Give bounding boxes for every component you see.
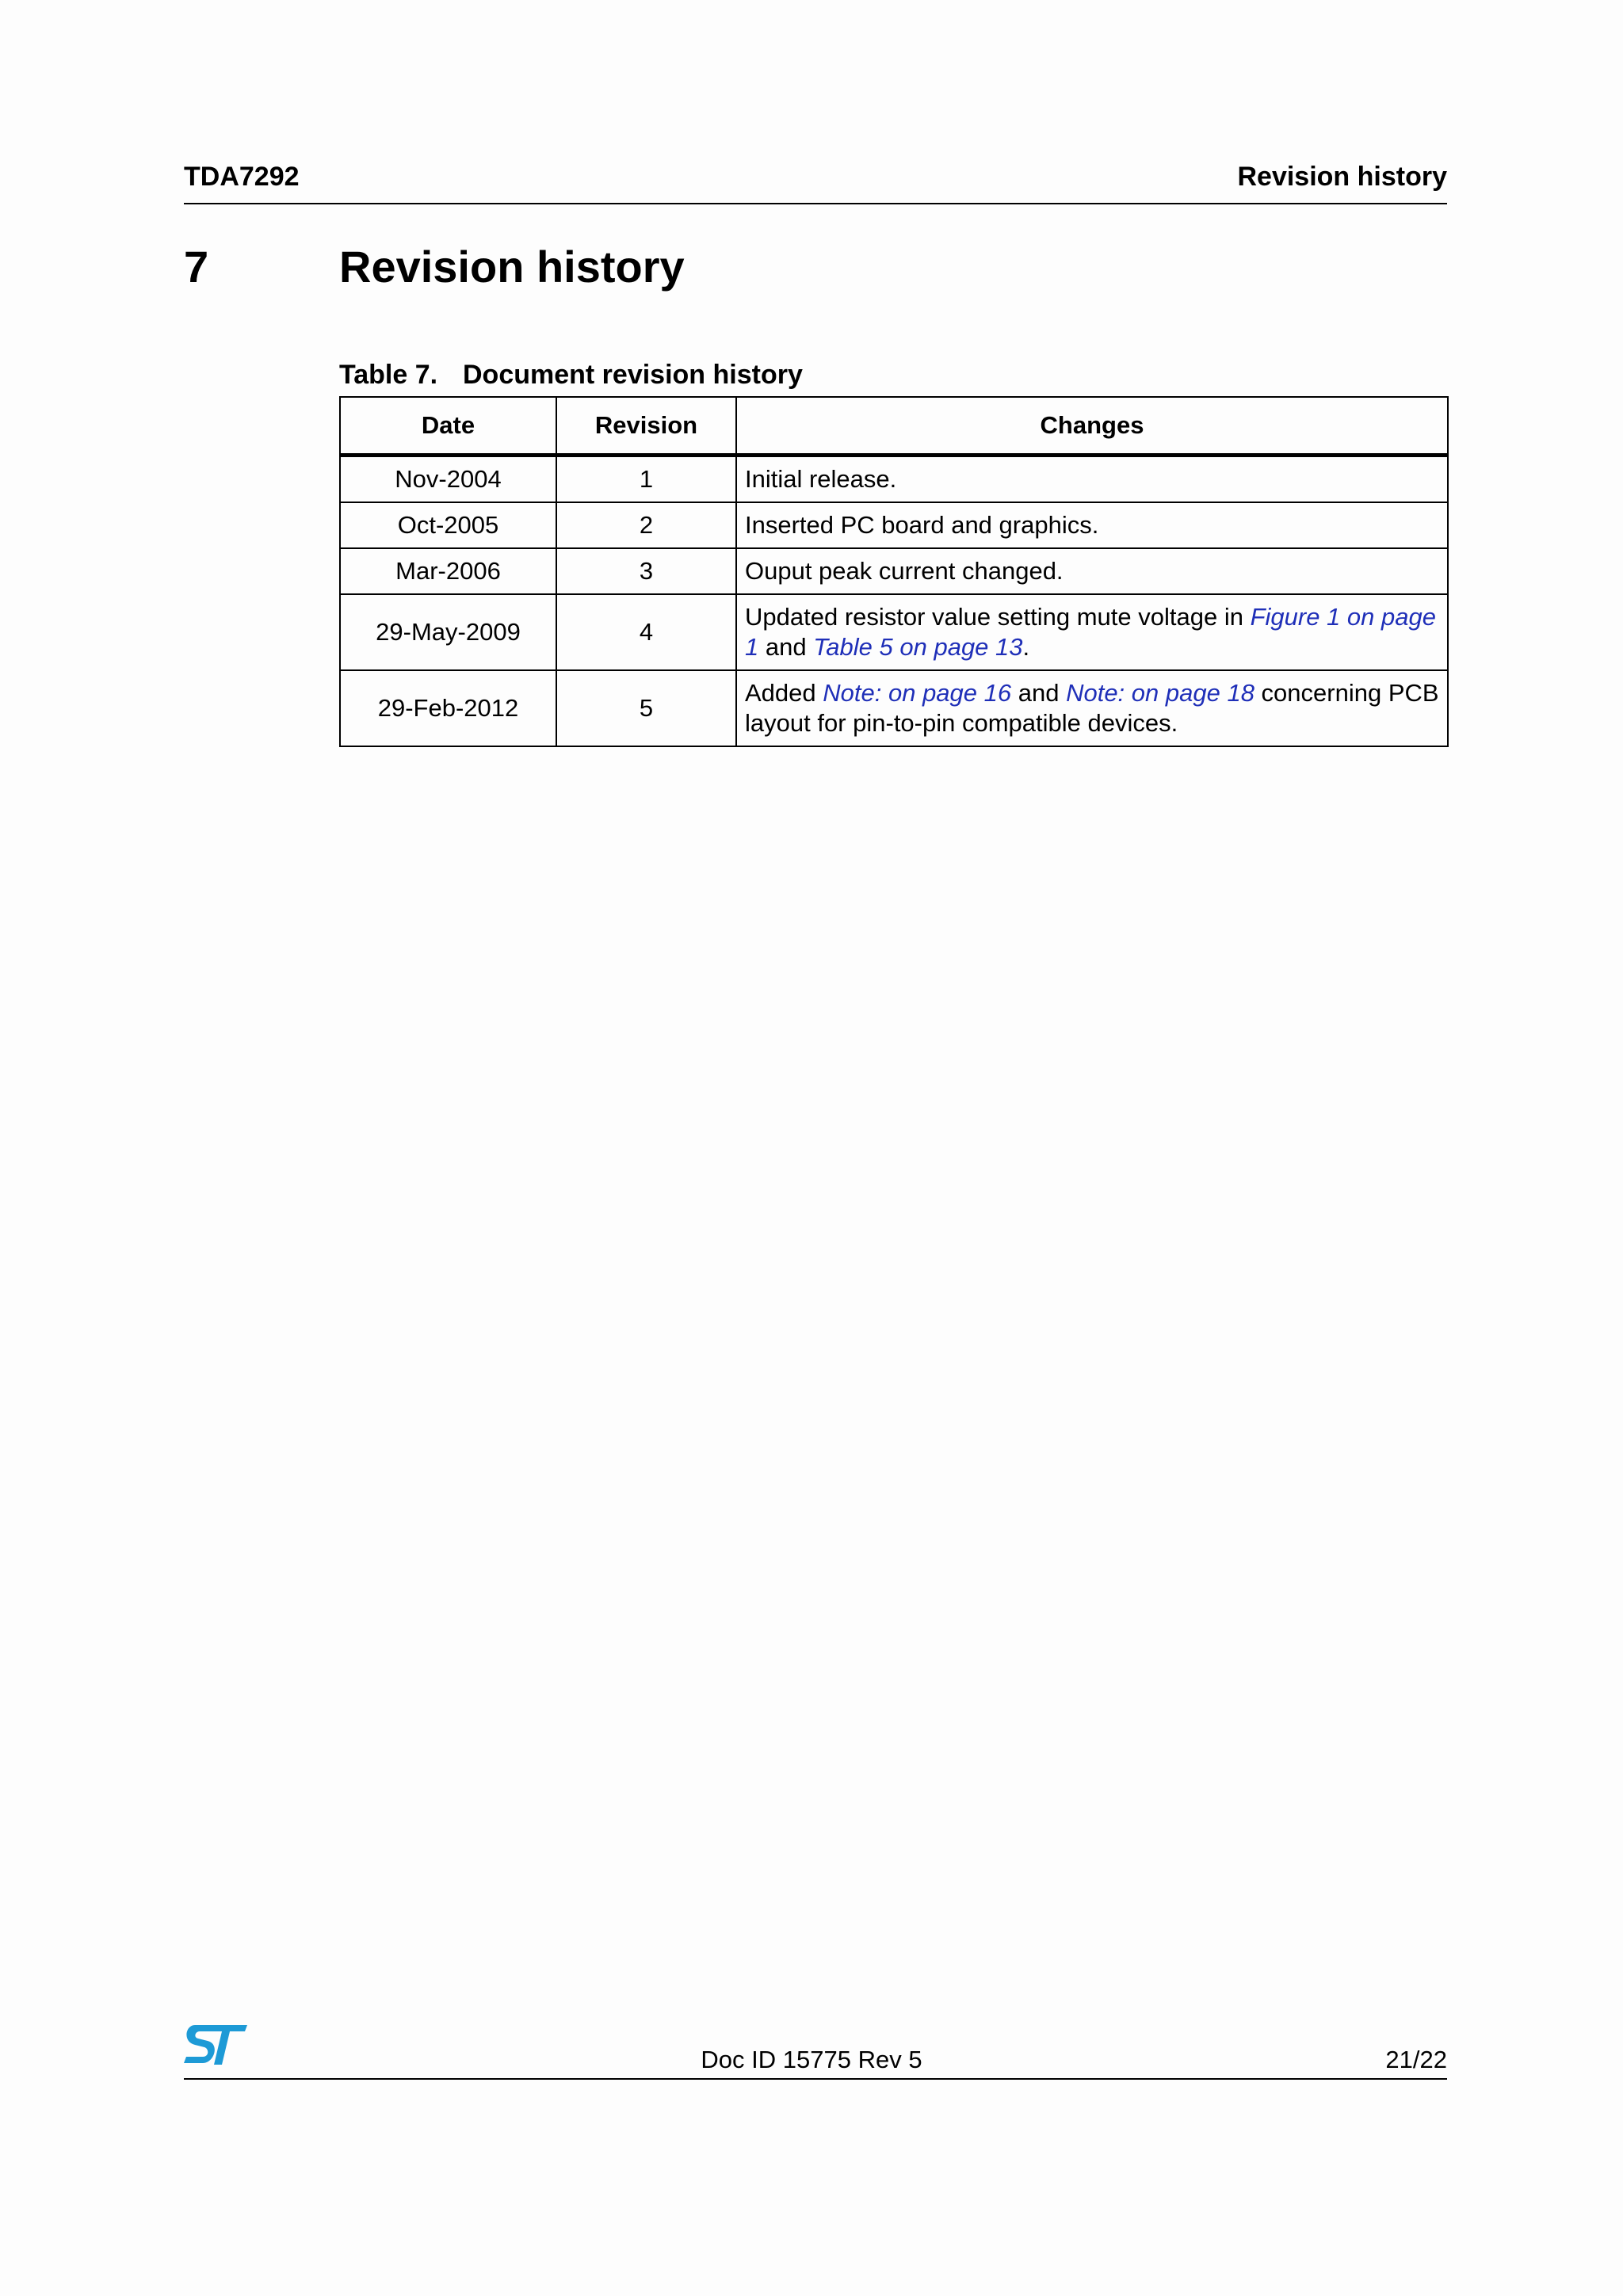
table-row [340, 670, 1448, 746]
cell-date: Oct-2005 [340, 502, 556, 548]
revision-table [339, 396, 1449, 747]
cell-revision: 4 [556, 594, 736, 670]
cell-date: 29-May-2009 [340, 594, 556, 670]
cell-revision: 5 [556, 670, 736, 746]
cell-changes [736, 670, 1448, 746]
cell-revision: 2 [556, 502, 736, 548]
change-text: Updated resistor value setting mute voltage in [745, 603, 1251, 631]
section-title: Revision history [339, 242, 685, 292]
table-title: Document revision history [463, 360, 803, 390]
change-text: concerning PCB layout for pin-to-pin compatible devices. [745, 679, 1439, 737]
cell-changes [736, 548, 1448, 594]
section-number: 7 [184, 242, 209, 292]
header-rule [184, 203, 1447, 204]
footer-rule [184, 2078, 1447, 2080]
change-text: Initial release. [745, 465, 897, 493]
link-note-page-16[interactable]: Note: on page 16 [823, 679, 1012, 707]
cell-date: 29-Feb-2012 [340, 670, 556, 746]
link-table-5[interactable]: Table 5 on page 13 [813, 633, 1023, 661]
table-header-row [340, 397, 1448, 456]
link-figure-1[interactable]: Figure 1 on page 1 [745, 603, 1436, 661]
cell-changes [736, 594, 1448, 670]
header-section-title: Revision history [1237, 162, 1447, 192]
table-row [340, 594, 1448, 670]
change-text: and [1011, 679, 1067, 707]
cell-date: Nov-2004 [340, 456, 556, 503]
change-text: and [758, 633, 814, 661]
change-text: . [1022, 633, 1030, 661]
link-note-page-18[interactable]: Note: on page 18 [1066, 679, 1254, 707]
cell-changes [736, 456, 1448, 503]
change-text: Ouput peak current changed. [745, 557, 1064, 585]
cell-revision: 3 [556, 548, 736, 594]
table-row [340, 456, 1448, 503]
header-doc-title: TDA7292 [184, 162, 300, 192]
table-row [340, 548, 1448, 594]
cell-date: Mar-2006 [340, 548, 556, 594]
cell-changes [736, 502, 1448, 548]
footer-page-number: 21/22 [1385, 2046, 1447, 2073]
column-header-revision: Revision [556, 397, 736, 456]
cell-revision: 1 [556, 456, 736, 503]
footer-doc-id: Doc ID 15775 Rev 5 [701, 2046, 922, 2073]
table-caption [339, 360, 803, 391]
column-header-changes: Changes [736, 397, 1448, 456]
column-header-date: Date [340, 397, 556, 456]
change-text: Inserted PC board and graphics. [745, 511, 1099, 539]
table-label: Table 7. [339, 360, 438, 390]
change-text: Added [745, 679, 823, 707]
table-row [340, 502, 1448, 548]
